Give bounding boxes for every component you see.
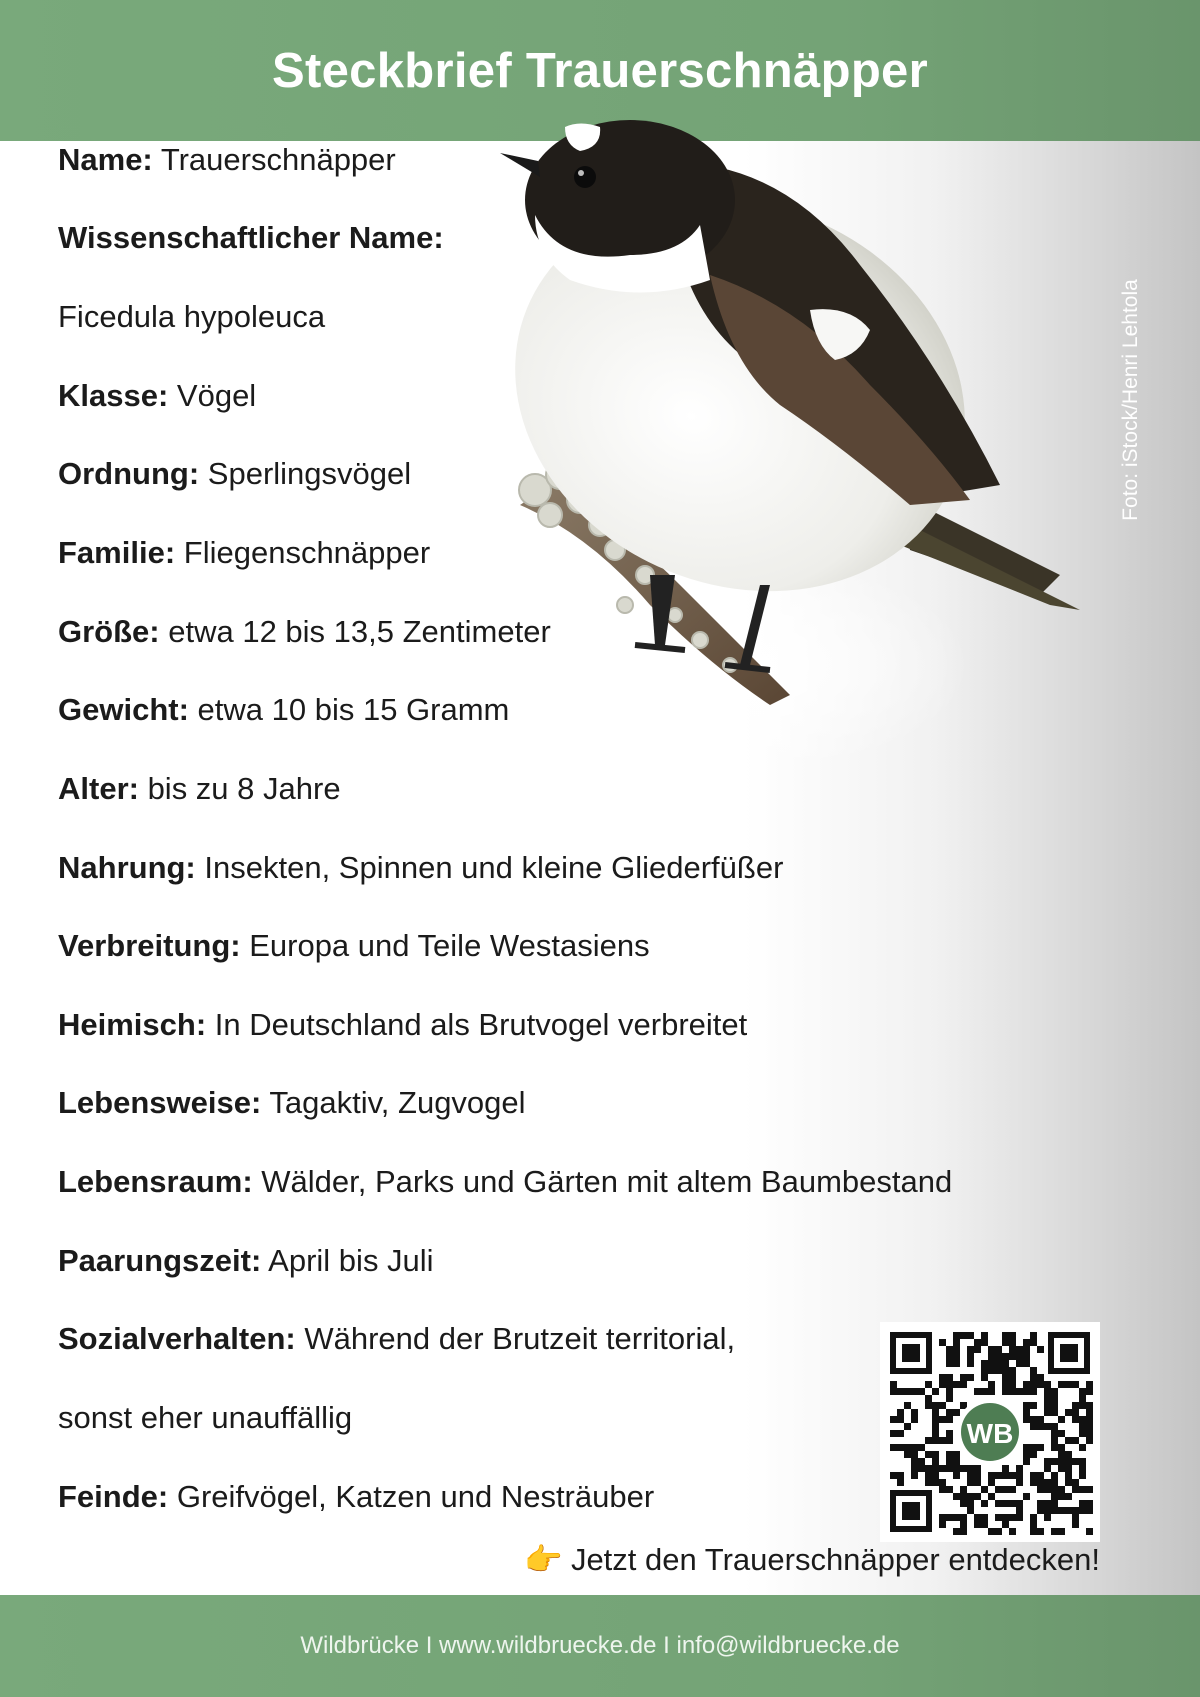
fact-distribution: Verbreitung: Europa und Teile Westasiens	[58, 928, 650, 963]
fact-size: Größe: etwa 12 bis 13,5 Zentimeter	[58, 614, 551, 649]
fact-mating-season: Paarungszeit: April bis Juli	[58, 1243, 434, 1278]
fact-social-behavior: Sozialverhalten: Während der Brutzeit territorial,	[58, 1321, 736, 1356]
qr-code[interactable]	[880, 1322, 1100, 1542]
pointing-hand-icon: 👉	[524, 1542, 563, 1577]
cta-discover[interactable]	[480, 1538, 1100, 1582]
fact-family: Familie: Fliegenschnäpper	[58, 535, 431, 570]
cta-text: Jetzt den Trauerschnäpper entdecken!	[570, 1542, 1100, 1577]
fact-food: Nahrung: Insekten, Spinnen und kleine Gliederfüßer	[58, 850, 784, 885]
photo-credit: Foto: iStock/Henri Lehtola	[1119, 279, 1142, 521]
fact-class: Klasse: Vögel	[58, 378, 257, 413]
page-title: Steckbrief Trauerschnäpper	[272, 43, 928, 98]
wb-logo-text: WB	[966, 1418, 1014, 1449]
fact-scientific-name-label: Wissenschaftlicher Name:	[58, 220, 444, 255]
fact-scientific-name-value: Ficedula hypoleuca	[58, 299, 326, 334]
fact-order: Ordnung: Sperlingsvögel	[58, 456, 412, 491]
fact-lifestyle: Lebensweise: Tagaktiv, Zugvogel	[58, 1085, 526, 1120]
qr-code-graphic	[880, 1322, 1100, 1542]
fact-native: Heimisch: In Deutschland als Brutvogel verbreitet	[58, 1007, 748, 1042]
fact-age: Alter: bis zu 8 Jahre	[58, 771, 341, 806]
fact-name: Name: Trauerschnäpper	[58, 142, 396, 177]
footer-contact: Wildbrücke I www.wildbruecke.de I info@wildbruecke.de	[300, 1632, 900, 1659]
footer-banner	[0, 1595, 1200, 1697]
fact-enemies: Feinde: Greifvögel, Katzen und Nesträuber	[58, 1479, 655, 1514]
fact-weight: Gewicht: etwa 10 bis 15 Gramm	[58, 692, 510, 727]
fact-social-behavior-continued: sonst eher unauffällig	[58, 1400, 353, 1435]
fact-habitat: Lebensraum: Wälder, Parks und Gärten mit altem Baumbestand	[58, 1164, 953, 1199]
